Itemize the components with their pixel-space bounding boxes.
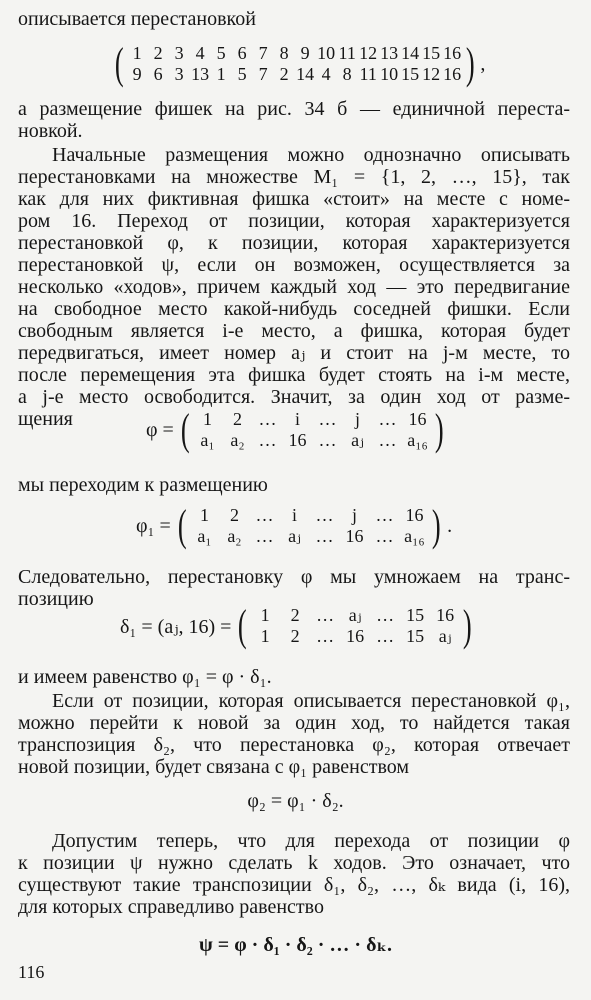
matrix-cell: aⱼ: [288, 526, 301, 546]
matrix-cell: a₁: [200, 430, 215, 450]
text-line: Начальные размещения можно однозначно описывать: [52, 144, 570, 166]
matrix-cell: 5: [237, 64, 247, 84]
text-line: можно перейти к новой за один ход, то найдется такая: [18, 712, 570, 734]
matrix-cell: 2: [290, 626, 300, 646]
text-line: а размещение фишек на рис. 34 б — единичной переста-: [18, 98, 570, 120]
matrix-cell: 16: [443, 43, 462, 63]
matrix-tail: ,: [480, 52, 486, 75]
matrix-cell: 15: [406, 626, 425, 646]
right-paren: ): [432, 501, 442, 550]
matrix-cell: 10: [317, 43, 336, 63]
matrix-cell: aⱼ: [438, 626, 452, 646]
matrix-cell: …: [318, 409, 337, 429]
matrix-cell: aⱼ: [348, 605, 362, 625]
matrix-cell: …: [378, 430, 397, 450]
matrix-cell: 9: [132, 64, 142, 84]
matrix-cell: 12: [422, 64, 441, 84]
matrix-cell: …: [375, 505, 394, 525]
matrix-cell: 14: [296, 64, 315, 84]
matrix-lhs: φ =: [146, 418, 174, 441]
matrix-cell: a₁₆: [404, 526, 425, 546]
matrix-cell: …: [318, 430, 337, 450]
matrix-cell: …: [255, 526, 274, 546]
left-paren: (: [180, 405, 190, 454]
matrix-cell: 13: [191, 64, 210, 84]
equation-psi: ψ = φ · δ₁ · δ₂ · … · δₖ.: [199, 934, 392, 956]
matrix-cell: 15: [422, 43, 441, 63]
matrix-cell: 10: [380, 64, 399, 84]
text-line: мы переходим к размещению: [18, 474, 268, 496]
matrix-cell: a₁₆: [407, 430, 428, 450]
matrix-cell: 16: [345, 526, 364, 546]
text-line: на свободное место какой-нибудь соседней фишки. Если: [18, 298, 570, 320]
right-paren: ): [465, 39, 475, 88]
matrix-cell: …: [258, 409, 277, 429]
text-line: перестановками на множестве M₁ = {1, 2, …, 15}, так: [18, 166, 570, 188]
matrix-cell: 2: [232, 409, 242, 429]
matrix-cell: 6: [237, 43, 247, 63]
matrix-cell: …: [376, 605, 395, 625]
text-line: позицию: [18, 588, 94, 610]
matrix-cell: 4: [321, 64, 331, 84]
text-line: новкой.: [18, 120, 83, 142]
matrix-cell: 1: [260, 605, 270, 625]
text-line: свободным является i-е место, а фишка, которая будет: [18, 320, 570, 342]
matrix-cell: …: [376, 626, 395, 646]
matrix-row-bottom: [127, 64, 463, 85]
text-line: а j-е место освободится. Значит, за один ход от разме-: [18, 386, 570, 408]
matrix-cell: 9: [300, 43, 310, 63]
right-paren: ): [435, 405, 445, 454]
matrix-cell: 8: [279, 43, 289, 63]
matrix-cell: 16: [436, 605, 455, 625]
matrix-cell: 15: [406, 605, 425, 625]
matrix-cell: 1: [216, 64, 226, 84]
text-line: как для них фиктивная фишка «стоит» на месте с номе-: [18, 188, 570, 210]
matrix-row-bottom: [192, 430, 432, 451]
matrix-cell: …: [255, 505, 274, 525]
matrix-cell: 11: [359, 64, 377, 84]
matrix-cell: …: [378, 409, 397, 429]
matrix-row-bottom: [250, 626, 460, 647]
matrix-cell: …: [315, 505, 334, 525]
matrix-cell: 16: [443, 64, 462, 84]
text-line: Допустим теперь, что для перехода от позиции φ: [52, 830, 570, 852]
matrix-cell: 2: [290, 605, 300, 625]
text-line: существуют такие транспозиции δ₁, δ₂, …, δₖ вида (i, 16),: [18, 874, 570, 896]
left-paren: (: [177, 501, 187, 550]
text-line: Следовательно, перестановку φ мы умножаем на транс-: [18, 566, 570, 588]
matrix-cell: 1: [199, 505, 209, 525]
text-line: щения: [18, 408, 73, 430]
matrix-cell: 16: [405, 505, 424, 525]
text-line: транспозиция δ₂, что перестановка φ₂, которая отвечает: [18, 734, 570, 756]
text-line: Если от позиции, которая описывается перестановкой φ₁,: [52, 690, 570, 712]
permutation-matrix: [112, 39, 486, 88]
matrix-row-top: [127, 43, 463, 64]
matrix-cell: 3: [174, 43, 184, 63]
phi1-matrix: [136, 501, 453, 550]
matrix-cell: 12: [359, 43, 378, 63]
matrix-cell: 14: [401, 43, 420, 63]
delta1-matrix: [120, 601, 475, 650]
left-paren: (: [238, 601, 248, 650]
text-line: перестановкой ψ, если он возможен, осуществляется за: [18, 254, 570, 276]
matrix-cell: 1: [202, 409, 212, 429]
matrix-cell: a₂: [230, 430, 245, 450]
matrix-cell: j: [354, 409, 360, 429]
matrix-cell: 16: [408, 409, 427, 429]
matrix-row-top: [250, 605, 460, 626]
page-number: 116: [18, 962, 45, 982]
matrix-cell: j: [351, 505, 357, 525]
text-line: ром 16. Переход от позиции, которая характеризуется: [18, 210, 570, 232]
matrix-cell: 1: [260, 626, 270, 646]
text-line: после перемещения эта фишка будет стоять на i-м месте,: [18, 364, 570, 386]
matrix-cell: 11: [338, 43, 356, 63]
matrix-cell: 2: [153, 43, 163, 63]
matrix-tail: .: [447, 514, 453, 537]
text-line: несколько «ходов», причем каждый ход — это передвигание: [18, 276, 570, 298]
matrix-lhs: δ₁ = (aⱼ, 16) =: [120, 615, 232, 638]
matrix-row-top: [192, 409, 432, 430]
matrix-cell: a₁: [197, 526, 212, 546]
matrix-cell: …: [375, 526, 394, 546]
matrix-cell: 2: [279, 64, 289, 84]
matrix-cell: 3: [174, 64, 184, 84]
text-line: новой позиции, будет связана с φ₁ равенством: [18, 756, 410, 778]
matrix-cell: 15: [401, 64, 420, 84]
matrix-cell: a₂: [227, 526, 242, 546]
matrix-cell: i: [294, 409, 300, 429]
matrix-lhs: φ₁ =: [136, 514, 171, 537]
matrix-cell: …: [316, 605, 335, 625]
matrix-cell: 6: [153, 64, 163, 84]
matrix-cell: 1: [132, 43, 142, 63]
matrix-cell: 8: [342, 64, 352, 84]
matrix-cell: 2: [229, 505, 239, 525]
text-line: передвигаться, имеет номер aⱼ и стоит на j-м месте, то: [18, 342, 570, 364]
text-line: для которых справедливо равенство: [18, 896, 324, 918]
matrix-cell: …: [315, 526, 334, 546]
matrix-cell: 7: [258, 64, 268, 84]
text-line: описывается перестановкой: [18, 8, 256, 30]
matrix-cell: aⱼ: [351, 430, 364, 450]
matrix-cell: 16: [288, 430, 307, 450]
equation-phi2: φ₂ = φ₁ · δ₂.: [247, 790, 344, 812]
text-line: перестановкой φ, к позиции, которая характеризуется: [18, 232, 570, 254]
matrix-cell: 4: [195, 43, 205, 63]
matrix-cell: 5: [216, 43, 226, 63]
text-line: к позиции ψ нужно сделать k ходов. Это означает, что: [18, 852, 570, 874]
matrix-row-bottom: [189, 526, 429, 547]
phi-matrix: [146, 405, 447, 454]
text-line: и имеем равенство φ₁ = φ · δ₁.: [18, 666, 272, 688]
right-paren: ): [463, 601, 472, 650]
matrix-cell: …: [316, 626, 335, 646]
matrix-cell: i: [291, 505, 297, 525]
matrix-cell: …: [258, 430, 277, 450]
matrix-row-top: [189, 505, 429, 526]
matrix-cell: 16: [346, 626, 365, 646]
left-paren: (: [114, 39, 124, 88]
matrix-cell: 7: [258, 43, 268, 63]
matrix-cell: 13: [380, 43, 399, 63]
